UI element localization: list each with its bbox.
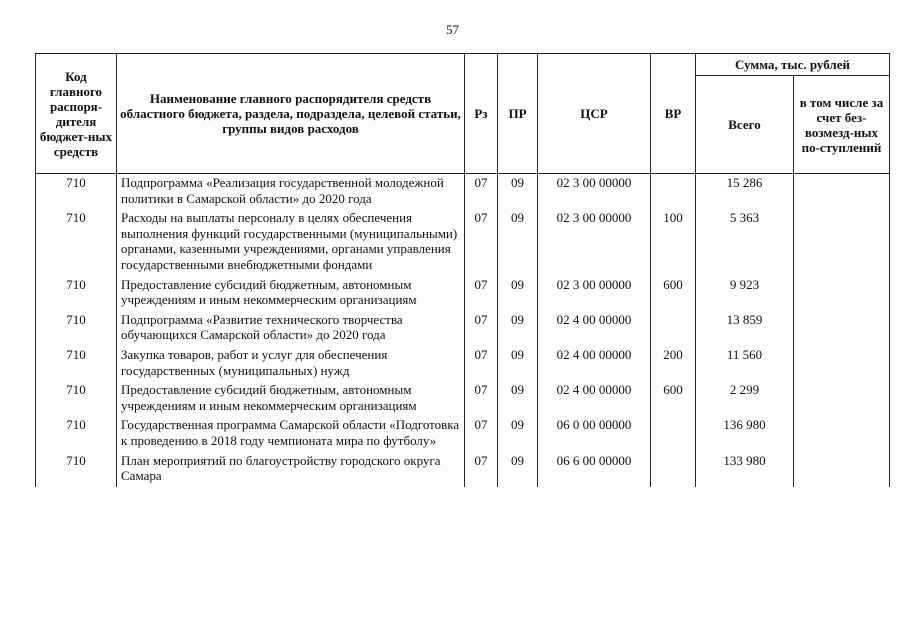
row-name: Предоставление субсидий бюджетным, автономным учреждениям и иным некоммерческим организациям bbox=[117, 276, 465, 311]
row-name: Предоставление субсидий бюджетным, автономным учреждениям и иным некоммерческим организациям bbox=[117, 381, 465, 416]
header-vsego: Всего bbox=[696, 76, 794, 174]
page-number: 57 bbox=[446, 22, 459, 37]
header-csr: ЦСР bbox=[538, 54, 651, 174]
row-vr: 600 bbox=[651, 276, 696, 311]
header-kod: Код главного распоря-дителя бюджет-ных средств bbox=[36, 54, 117, 174]
table-row bbox=[36, 416, 890, 451]
row-rz: 07 bbox=[465, 452, 498, 487]
row-vtch bbox=[794, 174, 890, 210]
table-row bbox=[36, 381, 890, 416]
row-pr: 09 bbox=[498, 311, 538, 346]
row-vtch bbox=[794, 416, 890, 451]
row-kod: 710 bbox=[36, 381, 117, 416]
table-row bbox=[36, 174, 890, 210]
row-vtch bbox=[794, 346, 890, 381]
row-csr: 02 4 00 00000 bbox=[538, 381, 651, 416]
table-row bbox=[36, 311, 890, 346]
row-vsego: 15 286 bbox=[696, 174, 794, 210]
header-vr: ВР bbox=[651, 54, 696, 174]
row-rz: 07 bbox=[465, 174, 498, 210]
row-kod: 710 bbox=[36, 452, 117, 487]
row-csr: 06 0 00 00000 bbox=[538, 416, 651, 451]
row-vr bbox=[651, 174, 696, 210]
header-rz: Рз bbox=[465, 54, 498, 174]
row-rz: 07 bbox=[465, 276, 498, 311]
row-name: Закупка товаров, работ и услуг для обеспечения государственных (муниципальных) нужд bbox=[117, 346, 465, 381]
row-name: Расходы на выплаты персоналу в целях обеспечения выполнения функций государственными (муниципальными) органами, казенными учреждениями, органами управления государственными внебюджетными фондами bbox=[117, 209, 465, 275]
row-kod: 710 bbox=[36, 174, 117, 210]
row-pr: 09 bbox=[498, 346, 538, 381]
row-pr: 09 bbox=[498, 209, 538, 275]
row-pr: 09 bbox=[498, 381, 538, 416]
row-vsego: 9 923 bbox=[696, 276, 794, 311]
row-vsego: 11 560 bbox=[696, 346, 794, 381]
header-name: Наименование главного распорядителя средств областного бюджета, раздела, подраздела, целевой статьи, группы видов расходов bbox=[117, 54, 465, 174]
row-rz: 07 bbox=[465, 381, 498, 416]
row-rz: 07 bbox=[465, 311, 498, 346]
row-pr: 09 bbox=[498, 174, 538, 210]
row-pr: 09 bbox=[498, 416, 538, 451]
row-vsego: 136 980 bbox=[696, 416, 794, 451]
header-sum: Сумма, тыс. рублей bbox=[696, 54, 890, 76]
row-vsego: 5 363 bbox=[696, 209, 794, 275]
row-kod: 710 bbox=[36, 276, 117, 311]
row-vtch bbox=[794, 276, 890, 311]
row-vr: 600 bbox=[651, 381, 696, 416]
row-csr: 02 4 00 00000 bbox=[538, 311, 651, 346]
row-vr bbox=[651, 452, 696, 487]
row-vr bbox=[651, 416, 696, 451]
row-vtch bbox=[794, 452, 890, 487]
row-pr: 09 bbox=[498, 452, 538, 487]
row-csr: 02 4 00 00000 bbox=[538, 346, 651, 381]
header-pr: ПР bbox=[498, 54, 538, 174]
budget-table bbox=[35, 53, 890, 487]
row-csr: 06 6 00 00000 bbox=[538, 452, 651, 487]
header-vtch: в том числе за счет без-возмезд-ных по-ступлений bbox=[794, 76, 890, 174]
row-vsego: 13 859 bbox=[696, 311, 794, 346]
row-csr: 02 3 00 00000 bbox=[538, 174, 651, 210]
row-vr: 100 bbox=[651, 209, 696, 275]
row-vr: 200 bbox=[651, 346, 696, 381]
row-kod: 710 bbox=[36, 209, 117, 275]
row-vtch bbox=[794, 311, 890, 346]
row-rz: 07 bbox=[465, 416, 498, 451]
row-name: Государственная программа Самарской области «Подготовка к проведению в 2018 году чемпионата мира по футболу» bbox=[117, 416, 465, 451]
row-vr bbox=[651, 311, 696, 346]
row-vtch bbox=[794, 381, 890, 416]
row-kod: 710 bbox=[36, 311, 117, 346]
row-vsego: 2 299 bbox=[696, 381, 794, 416]
row-vtch bbox=[794, 209, 890, 275]
row-name: План мероприятий по благоустройству городского округа Самара bbox=[117, 452, 465, 487]
row-kod: 710 bbox=[36, 416, 117, 451]
row-name: Подпрограмма «Развитие технического творчества обучающихся Самарской области» до 2020 года bbox=[117, 311, 465, 346]
row-csr: 02 3 00 00000 bbox=[538, 276, 651, 311]
row-vsego: 133 980 bbox=[696, 452, 794, 487]
row-rz: 07 bbox=[465, 346, 498, 381]
row-rz: 07 bbox=[465, 209, 498, 275]
row-pr: 09 bbox=[498, 276, 538, 311]
table-row bbox=[36, 452, 890, 487]
row-csr: 02 3 00 00000 bbox=[538, 209, 651, 275]
table-row bbox=[36, 276, 890, 311]
row-kod: 710 bbox=[36, 346, 117, 381]
table-row bbox=[36, 209, 890, 275]
table-row bbox=[36, 346, 890, 381]
row-name: Подпрограмма «Реализация государственной молодежной политики в Самарской области» до 2020 года bbox=[117, 174, 465, 210]
